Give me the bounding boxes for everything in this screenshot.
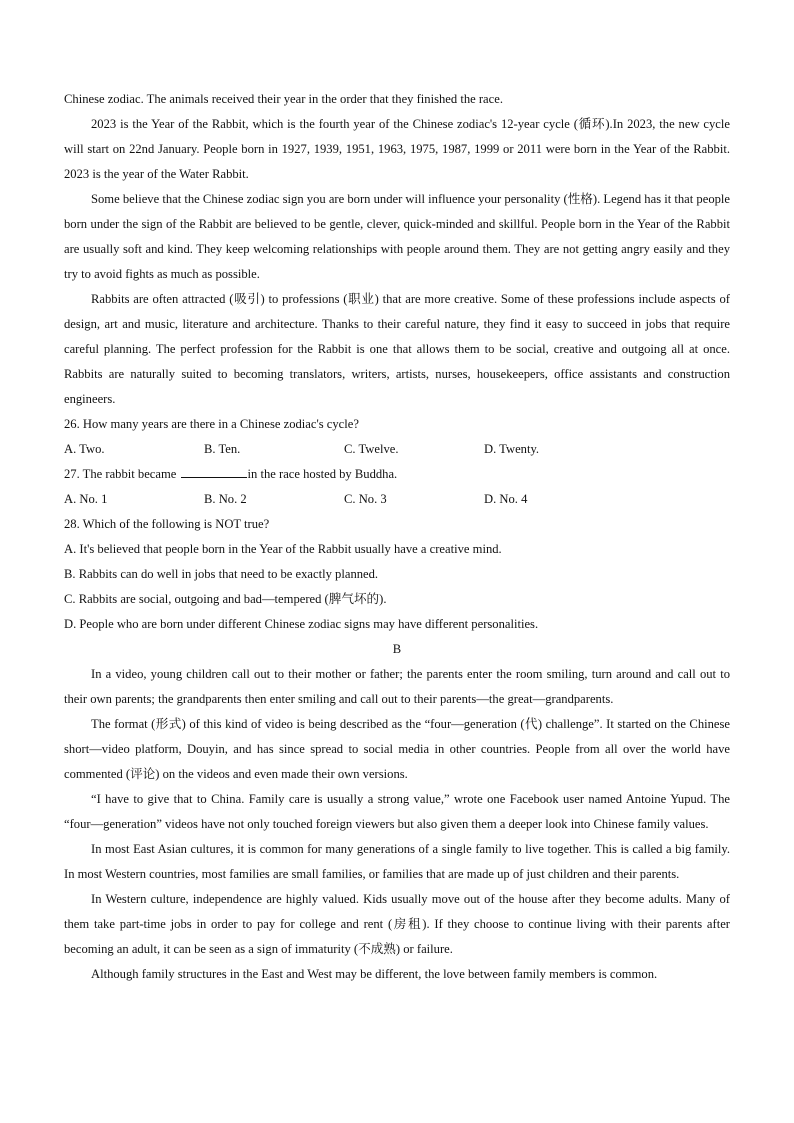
passage-a-paragraph-0: Chinese zodiac. The animals received their year in the order that they finished the race. [64,92,503,106]
question-27-stem-after: in the race hosted by Buddha. [247,467,398,481]
question-28-option-b[interactable]: B. Rabbits can do well in jobs that need to be exactly planned. [64,567,379,581]
question-27-options [64,487,730,512]
option-d[interactable]: D. Twenty. [484,442,540,456]
question-26-options [64,437,730,462]
question-28-option-d[interactable]: D. People who are born under different Chinese zodiac signs may have different personalities. [64,617,539,631]
option-d[interactable]: D. No. 4 [484,492,528,506]
passage-b-paragraph-6: Although family structures in the East and West may be different, the love between family members is common. [91,967,658,981]
option-c[interactable]: C. Twelve. [344,442,399,456]
passage-b-paragraph-2: The format (形式) of this kind of video is being described as the “four—generation (代) challenge”. It started on the Chinese short—video platform, Douyin, and has since spread to social media in other countries. People from all over the world have commented (评论) on the videos and even made their own versions. [64,717,730,781]
question-28-option-c[interactable]: C. Rabbits are social, outgoing and bad—tempered (脾气坏的). [64,592,387,606]
option-a[interactable]: A. No. 1 [64,492,108,506]
option-b[interactable]: B. Ten. [204,442,241,456]
option-b[interactable]: B. No. 2 [204,492,247,506]
passage-b-paragraph-3: “I have to give that to China. Family care is usually a strong value,” wrote one Facebook user named Antoine Yupud. The “four—generation” videos have not only touched foreign viewers but also given them a deeper look into Chinese family values. [64,792,730,831]
passage-a-paragraph-2: Some believe that the Chinese zodiac sign you are born under will influence your personality (性格). Legend has it that people born under the sign of the Rabbit are believed to be gentle, clever, quick-minded and skillful. People born in the Year of the Rabbit are usually soft and kind. They keep welcoming relationships with people around them. They are not getting angry easily and they try to avoid fights as much as possible. [64,192,730,281]
passage-b-paragraph-4: In most East Asian cultures, it is common for many generations of a single family to live together. This is called a big family. In most Western countries, most families are small families, or families that are made up of just children and their parents. [64,842,730,881]
question-28-option-a[interactable]: A. It's believed that people born in the Year of the Rabbit usually have a creative mind. [64,542,502,556]
question-27-stem [64,462,730,487]
page-content [64,87,730,987]
passage-b-paragraph-5: In Western culture, independence are highly valued. Kids usually move out of the house after they become adults. Many of them take part-time jobs in order to pay for college and rent (房租). If they choose to continue living with their parents after becoming an adult, it can be seen as a sign of immaturity (不成熟) or failure. [64,892,730,956]
question-28-stem: 28. Which of the following is NOT true? [64,517,270,531]
question-26-stem: 26. How many years are there in a Chinese zodiac's cycle? [64,417,359,431]
question-27-stem-before: 27. The rabbit became [64,467,180,481]
passage-a-paragraph-1: 2023 is the Year of the Rabbit, which is the fourth year of the Chinese zodiac's 12-year cycle (循环).In 2023, the new cycle will start on 22nd January. People born in 1927, 1939, 1951, 1963, 1975, 1987, 1999 or 2011 were born in the Year of the Rabbit. 2023 is the year of the Water Rabbit. [64,117,730,181]
passage-a-paragraph-3: Rabbits are often attracted (吸引) to professions (职业) that are more creative. Some of these professions include aspects of design, art and music, literature and architecture. Thanks to their careful nature, they find it easy to succeed in jobs that require careful planning. The perfect profession for the Rabbit is one that allows them to be social, creative and outgoing all at once. Rabbits are naturally suited to becoming translators, writers, artists, nurses, housekeepers, office assistants and construction engineers. [64,292,730,406]
passage-b-paragraph-1: In a video, young children call out to their mother or father; the parents enter the room smiling, turn around and call out to their own parents; the grandparents then enter smiling and call out to their parents—the great—grandparents. [64,667,730,706]
section-b-heading: B [392,642,402,656]
option-c[interactable]: C. No. 3 [344,492,387,506]
answer-blank[interactable] [181,464,247,478]
option-a[interactable]: A. Two. [64,442,105,456]
